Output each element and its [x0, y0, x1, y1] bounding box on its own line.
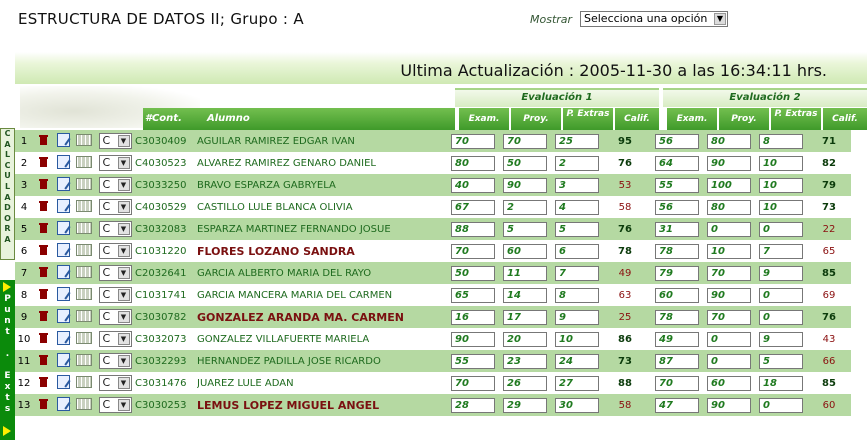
row-number: 6: [15, 240, 33, 262]
status-select-value: C: [102, 310, 111, 323]
trash-icon[interactable]: [39, 333, 48, 343]
status-select-value: C: [102, 398, 111, 411]
column-grade-2: Calif.: [823, 108, 867, 130]
extra-points-label: [0, 294, 15, 437]
chevron-down-icon[interactable]: ▼: [118, 289, 130, 301]
exam-1-input[interactable]: 70: [451, 376, 495, 391]
project-1-input[interactable]: 50: [503, 156, 547, 171]
column-project-1: Proy.: [511, 108, 561, 130]
exam-1-input[interactable]: 80: [451, 156, 495, 171]
project-2-input[interactable]: 0: [707, 222, 751, 237]
extras-2-input[interactable]: 10: [759, 200, 803, 215]
student-code: C3032083: [135, 218, 197, 240]
extra-points-letter: .: [5, 426, 10, 436]
extra-points-letter: [0, 360, 15, 371]
show-filter-label: Mostrar: [530, 13, 573, 26]
row-number: 11: [15, 350, 33, 372]
table-row: [15, 218, 851, 240]
project-1-input[interactable]: 17: [503, 310, 547, 325]
exam-2-input[interactable]: 64: [655, 156, 699, 171]
calculator-icon[interactable]: [76, 178, 92, 190]
student-name: GONZALEZ VILLAFUERTE MARIELA: [197, 328, 447, 350]
calculator-letter: O: [4, 213, 11, 223]
chevron-down-icon[interactable]: ▼: [118, 355, 130, 367]
status-select[interactable]: [99, 397, 132, 413]
project-2-input[interactable]: 90: [707, 398, 751, 413]
status-select[interactable]: [99, 243, 132, 259]
extras-1-input[interactable]: 8: [555, 288, 599, 303]
exam-1-input[interactable]: 70: [451, 244, 495, 259]
status-select-value: C: [102, 376, 111, 389]
edit-icon[interactable]: [57, 287, 70, 301]
exam-2-input[interactable]: 47: [655, 398, 699, 413]
status-select[interactable]: [99, 199, 132, 215]
edit-icon[interactable]: [57, 133, 70, 147]
status-select-value: C: [102, 332, 111, 345]
exam-1-input[interactable]: 16: [451, 310, 495, 325]
exam-1-input[interactable]: 90: [451, 332, 495, 347]
extras-1-input[interactable]: 27: [555, 376, 599, 391]
table-row: [15, 328, 851, 350]
extras-1-input[interactable]: 6: [555, 244, 599, 259]
grade-2: 43: [807, 328, 851, 350]
calculator-letter: D: [4, 203, 11, 213]
status-select[interactable]: [99, 177, 132, 193]
exam-2-input[interactable]: 78: [655, 244, 699, 259]
extras-1-input[interactable]: 7: [555, 266, 599, 281]
grade-1: 73: [603, 350, 647, 372]
project-1-input[interactable]: 70: [503, 134, 547, 149]
grade-1: 76: [603, 218, 647, 240]
status-select-value: C: [102, 288, 111, 301]
project-1-input[interactable]: 11: [503, 266, 547, 281]
trash-icon[interactable]: [39, 311, 48, 321]
project-1-input[interactable]: 14: [503, 288, 547, 303]
status-select[interactable]: [99, 287, 132, 303]
grade-1: 58: [603, 394, 647, 416]
exam-2-input[interactable]: 70: [655, 376, 699, 391]
extras-2-input[interactable]: 0: [759, 222, 803, 237]
exam-1-input[interactable]: 40: [451, 178, 495, 193]
extras-1-input[interactable]: 4: [555, 200, 599, 215]
extras-1-input[interactable]: 24: [555, 354, 599, 369]
extras-1-input[interactable]: 10: [555, 332, 599, 347]
student-code: C3032293: [135, 350, 197, 372]
extras-2-input[interactable]: 7: [759, 244, 803, 259]
last-update-text: Ultima Actualización : 2005-11-30 a las 16:34:11 hrs.: [400, 61, 827, 80]
extras-1-input[interactable]: 9: [555, 310, 599, 325]
extras-1-input[interactable]: 2: [555, 156, 599, 171]
chevron-down-icon[interactable]: ▼: [118, 157, 130, 169]
trash-icon[interactable]: [39, 289, 48, 299]
grade-2: 73: [807, 196, 851, 218]
play-arrow-icon[interactable]: [3, 426, 11, 436]
extras-1-input[interactable]: 30: [555, 398, 599, 413]
extra-points-letter: t: [5, 393, 10, 403]
extra-points-letter: s: [4, 404, 11, 414]
grade-1: 58: [603, 196, 647, 218]
project-1-input[interactable]: 29: [503, 398, 547, 413]
calculator-icon[interactable]: [76, 332, 92, 344]
chevron-down-icon[interactable]: ▼: [118, 333, 130, 345]
status-select-value: C: [102, 266, 111, 279]
student-code: C3031476: [135, 372, 197, 394]
column-grade-1: Calif.: [615, 108, 659, 130]
calculator-tab[interactable]: [0, 128, 15, 260]
student-code: C3030782: [135, 306, 197, 328]
table-row: [15, 394, 851, 416]
extras-1-input[interactable]: 5: [555, 222, 599, 237]
extras-1-input[interactable]: 25: [555, 134, 599, 149]
project-2-input[interactable]: 80: [707, 200, 751, 215]
extras-2-input[interactable]: 0: [759, 398, 803, 413]
status-select[interactable]: [99, 353, 132, 369]
show-filter-value: Selecciona una opción: [584, 12, 708, 25]
status-select-value: C: [102, 178, 111, 191]
project-1-input[interactable]: 60: [503, 244, 547, 259]
row-number: 12: [15, 372, 33, 394]
status-select-value: C: [102, 222, 111, 235]
student-code: C3030409: [135, 130, 197, 152]
project-2-input[interactable]: 90: [707, 288, 751, 303]
project-1-input[interactable]: 23: [503, 354, 547, 369]
extras-2-input[interactable]: 5: [759, 354, 803, 369]
edit-icon[interactable]: [57, 243, 70, 257]
grade-2: 85: [807, 372, 851, 394]
grade-1: 86: [603, 328, 647, 350]
exam-1-input[interactable]: 67: [451, 200, 495, 215]
edit-icon[interactable]: [57, 199, 70, 213]
exam-2-input[interactable]: 55: [655, 178, 699, 193]
calculator-letter: A: [4, 192, 11, 202]
exam-2-input[interactable]: 49: [655, 332, 699, 347]
edit-icon[interactable]: [57, 353, 70, 367]
table-row: [15, 240, 851, 262]
row-number: 1: [15, 130, 33, 152]
calculator-letter: L: [4, 181, 11, 191]
trash-icon[interactable]: [39, 399, 48, 409]
student-name: ALVAREZ RAMIREZ GENARO DANIEL: [197, 152, 447, 174]
exam-2-input[interactable]: 31: [655, 222, 699, 237]
trash-icon[interactable]: [39, 201, 48, 211]
extra-points-letter: x: [4, 382, 11, 392]
extra-points-letter: P: [4, 294, 11, 304]
trash-icon[interactable]: [39, 377, 48, 387]
chevron-down-icon[interactable]: ▼: [118, 179, 130, 191]
project-2-input[interactable]: 0: [707, 332, 751, 347]
column-extras-1: P. Extras: [563, 108, 613, 130]
evaluation-1-header: Evaluación 1: [455, 88, 659, 107]
student-name: HERNANDEZ PADILLA JOSE RICARDO: [197, 350, 447, 372]
exam-1-input[interactable]: 28: [451, 398, 495, 413]
grade-1: 49: [603, 262, 647, 284]
grade-2: 85: [807, 262, 851, 284]
student-code: C3033250: [135, 174, 197, 196]
student-code: C4030529: [135, 196, 197, 218]
grade-2: 69: [807, 284, 851, 306]
grade-1: 88: [603, 372, 647, 394]
extras-2-input[interactable]: 9: [759, 332, 803, 347]
calculator-letter: C: [4, 129, 11, 138]
grade-1: 25: [603, 306, 647, 328]
chevron-down-icon[interactable]: ▼: [118, 267, 130, 279]
play-arrow-icon[interactable]: [3, 282, 11, 292]
edit-icon[interactable]: [57, 309, 70, 323]
extras-2-input[interactable]: 8: [759, 134, 803, 149]
table-row: [15, 284, 851, 306]
calculator-icon[interactable]: [76, 288, 92, 300]
column-code: #Cont.: [143, 108, 205, 130]
trash-icon[interactable]: [39, 267, 48, 277]
chevron-down-icon[interactable]: ▼: [118, 245, 130, 257]
table-row: [15, 152, 851, 174]
status-select-value: C: [102, 354, 111, 367]
table-row: [15, 174, 851, 196]
chevron-down-icon[interactable]: ▼: [118, 377, 130, 389]
row-number: 5: [15, 218, 33, 240]
student-name: CASTILLO LULE BLANCA OLIVIA: [197, 196, 447, 218]
exam-1-input[interactable]: 65: [451, 288, 495, 303]
student-name: ESPARZA MARTINEZ FERNANDO JOSUE: [197, 218, 447, 240]
calculator-icon[interactable]: [76, 200, 92, 212]
student-name: GARCIA ALBERTO MARIA DEL RAYO: [197, 262, 447, 284]
row-number: 13: [15, 394, 33, 416]
calculator-icon[interactable]: [76, 398, 92, 410]
calculator-icon[interactable]: [76, 354, 92, 366]
grade-2: 82: [807, 152, 851, 174]
exam-2-input[interactable]: 60: [655, 288, 699, 303]
extra-points-letter: [0, 338, 15, 349]
table-row: [15, 372, 851, 394]
chevron-down-icon[interactable]: ▼: [118, 223, 130, 235]
calculator-icon[interactable]: [76, 310, 92, 322]
extra-points-letter: E: [4, 371, 11, 381]
student-name: BRAVO ESPARZA GABRYELA: [197, 174, 447, 196]
extra-points-letter: [0, 415, 15, 426]
grade-2: 22: [807, 218, 851, 240]
project-2-input[interactable]: 70: [707, 310, 751, 325]
extras-2-input[interactable]: 10: [759, 178, 803, 193]
extra-points-letter: u: [4, 305, 11, 315]
student-name: JUAREZ LULE ADAN: [197, 372, 447, 394]
project-1-input[interactable]: 90: [503, 178, 547, 193]
project-1-input[interactable]: 26: [503, 376, 547, 391]
calculator-icon[interactable]: [76, 222, 92, 234]
table-row: [15, 306, 851, 328]
extras-2-input[interactable]: 10: [759, 156, 803, 171]
grade-1: 78: [603, 240, 647, 262]
calculator-letter: R: [4, 224, 11, 234]
student-code: C1031220: [135, 240, 197, 262]
chevron-down-icon[interactable]: ▼: [118, 135, 130, 147]
trash-icon[interactable]: [39, 135, 48, 145]
edit-icon[interactable]: [57, 177, 70, 191]
calculator-icon[interactable]: [76, 266, 92, 278]
calculator-letter: C: [4, 160, 11, 170]
extras-2-input[interactable]: 0: [759, 288, 803, 303]
grade-2: 60: [807, 394, 851, 416]
table-row: [15, 350, 851, 372]
grade-2: 79: [807, 174, 851, 196]
chevron-down-icon[interactable]: ▼: [118, 201, 130, 213]
student-code: C4030523: [135, 152, 197, 174]
status-select[interactable]: [99, 221, 132, 237]
table-row: [15, 130, 851, 152]
calculator-icon[interactable]: [76, 134, 92, 146]
evaluation-2-header: Evaluación 2: [663, 88, 867, 107]
chevron-down-icon[interactable]: ▼: [118, 311, 130, 323]
extra-points-tab[interactable]: [0, 280, 15, 440]
edit-icon[interactable]: [57, 397, 70, 411]
trash-icon[interactable]: [39, 157, 48, 167]
status-select[interactable]: [99, 265, 132, 281]
show-filter-select[interactable]: [580, 11, 728, 27]
edit-icon[interactable]: [57, 331, 70, 345]
student-code: C3032073: [135, 328, 197, 350]
exam-1-input[interactable]: 50: [451, 266, 495, 281]
edit-icon[interactable]: [57, 375, 70, 389]
status-select-value: C: [102, 156, 111, 169]
exam-2-input[interactable]: 79: [655, 266, 699, 281]
project-2-input[interactable]: 60: [707, 376, 751, 391]
grade-2: 71: [807, 130, 851, 152]
grade-2: 65: [807, 240, 851, 262]
student-name: GONZALEZ ARANDA MA. CARMEN: [197, 306, 447, 328]
trash-icon[interactable]: [39, 223, 48, 233]
row-number: 10: [15, 328, 33, 350]
grade-2: 66: [807, 350, 851, 372]
trash-icon[interactable]: [39, 245, 48, 255]
edit-icon[interactable]: [57, 221, 70, 235]
exam-2-input[interactable]: 87: [655, 354, 699, 369]
status-select[interactable]: [99, 155, 132, 171]
calculator-icon[interactable]: [76, 376, 92, 388]
student-code: C2032641: [135, 262, 197, 284]
status-select-value: C: [102, 244, 111, 257]
trash-icon[interactable]: [39, 355, 48, 365]
trash-icon[interactable]: [39, 179, 48, 189]
calculator-letter: A: [4, 139, 11, 149]
calculator-letter: L: [4, 150, 11, 160]
exam-2-input[interactable]: 78: [655, 310, 699, 325]
calculator-letter: U: [4, 171, 11, 181]
table-row: [15, 262, 851, 284]
grade-1: 76: [603, 152, 647, 174]
status-select-value: C: [102, 134, 111, 147]
grade-1: 63: [603, 284, 647, 306]
edit-icon[interactable]: [57, 265, 70, 279]
extra-points-letter: t: [5, 327, 10, 337]
extras-1-input[interactable]: 3: [555, 178, 599, 193]
exam-2-input[interactable]: 56: [655, 134, 699, 149]
chevron-down-icon[interactable]: ▼: [714, 13, 726, 25]
status-select[interactable]: [99, 309, 132, 325]
calculator-icon[interactable]: [76, 156, 92, 168]
exam-1-input[interactable]: 88: [451, 222, 495, 237]
project-2-input[interactable]: 100: [707, 178, 751, 193]
chevron-down-icon[interactable]: ▼: [118, 399, 130, 411]
extra-points-letter: .: [5, 349, 10, 359]
grade-1: 53: [603, 174, 647, 196]
project-2-input[interactable]: 80: [707, 134, 751, 149]
student-name: GARCIA MANCERA MARIA DEL CARMEN: [197, 284, 447, 306]
row-number: 7: [15, 262, 33, 284]
edit-icon[interactable]: [57, 155, 70, 169]
table-row: [15, 196, 851, 218]
extras-2-input[interactable]: 0: [759, 310, 803, 325]
row-number: 4: [15, 196, 33, 218]
page-title: ESTRUCTURA DE DATOS II; Grupo : A: [18, 10, 304, 28]
grade-1: 95: [603, 130, 647, 152]
project-1-input[interactable]: 5: [503, 222, 547, 237]
column-exam-1: Exam.: [459, 108, 509, 130]
status-select[interactable]: [99, 331, 132, 347]
calculator-letter: A: [4, 234, 11, 244]
student-code: C1031741: [135, 284, 197, 306]
project-2-input[interactable]: 0: [707, 354, 751, 369]
column-exam-2: Exam.: [667, 108, 717, 130]
project-1-input[interactable]: 2: [503, 200, 547, 215]
project-2-input[interactable]: 70: [707, 266, 751, 281]
student-name: FLORES LOZANO SANDRA: [197, 240, 447, 262]
row-number: 9: [15, 306, 33, 328]
calculator-icon[interactable]: [76, 244, 92, 256]
column-extras-2: P. Extras: [771, 108, 821, 130]
extras-2-input[interactable]: 9: [759, 266, 803, 281]
student-name: AGUILAR RAMIREZ EDGAR IVAN: [197, 130, 447, 152]
extra-points-letter: n: [4, 316, 11, 326]
exam-2-input[interactable]: 56: [655, 200, 699, 215]
status-select[interactable]: [99, 133, 132, 149]
status-select[interactable]: [99, 375, 132, 391]
project-2-input[interactable]: 10: [707, 244, 751, 259]
column-student: Alumno: [205, 108, 455, 130]
row-number: 8: [15, 284, 33, 306]
status-select-value: C: [102, 200, 111, 213]
exam-1-input[interactable]: 70: [451, 134, 495, 149]
extras-2-input[interactable]: 18: [759, 376, 803, 391]
project-2-input[interactable]: 90: [707, 156, 751, 171]
grades-table: [15, 130, 851, 416]
row-number: 3: [15, 174, 33, 196]
row-number: 2: [15, 152, 33, 174]
student-name: LEMUS LOPEZ MIGUEL ANGEL: [197, 394, 447, 416]
student-code: C3030253: [135, 394, 197, 416]
project-1-input[interactable]: 20: [503, 332, 547, 347]
column-project-2: Proy.: [719, 108, 769, 130]
exam-1-input[interactable]: 55: [451, 354, 495, 369]
grade-2: 76: [807, 306, 851, 328]
